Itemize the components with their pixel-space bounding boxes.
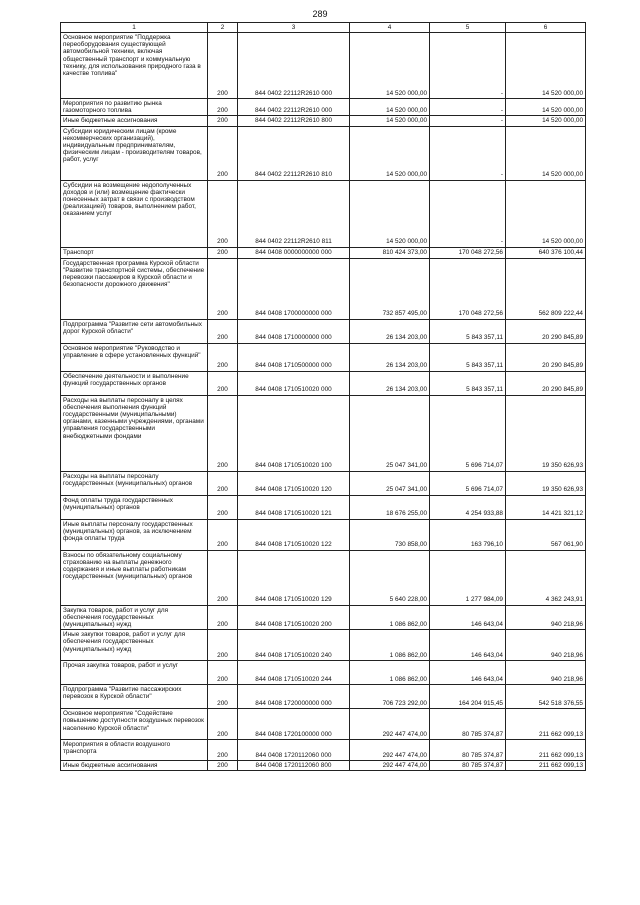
- row-name-cell: Мероприятия по развитию рынка газомоторного топлива: [61, 99, 208, 116]
- row-name-cell: Закупка товаров, работ и услуг для обеспечения государственных (муниципальных) нужд: [61, 605, 208, 630]
- row-column-2-cell: 200: [208, 661, 238, 685]
- row-code-cell: 844 0402 22112R2610 810: [238, 126, 350, 180]
- row-remainder-cell: 562 809 222,44: [506, 258, 586, 319]
- table-row: [61, 550, 586, 605]
- row-executed-cell: 80 785 374,87: [430, 761, 506, 771]
- row-column-2-cell: 200: [208, 258, 238, 319]
- row-remainder-cell: 20 290 845,89: [506, 319, 586, 343]
- row-amount-cell: 25 047 341,00: [350, 471, 430, 495]
- row-executed-cell: 4 254 933,88: [430, 495, 506, 519]
- row-code-cell: 844 0408 1710510020 000: [238, 371, 350, 395]
- column-header: 4: [350, 23, 430, 33]
- table-row: [61, 471, 586, 495]
- row-code-cell: 844 0402 22112R2610 000: [238, 33, 350, 99]
- row-executed-cell: 146 643,04: [430, 630, 506, 661]
- row-column-2-cell: 200: [208, 371, 238, 395]
- row-executed-cell: -: [430, 33, 506, 99]
- row-name-cell: Иные бюджетные ассигнования: [61, 116, 208, 126]
- table-row: [61, 685, 586, 709]
- row-name-cell: Обеспечение деятельности и выполнение функций государственных органов: [61, 371, 208, 395]
- row-column-2-cell: 200: [208, 630, 238, 661]
- row-code-cell: 844 0408 1700000000 000: [238, 258, 350, 319]
- row-executed-cell: 170 048 272,56: [430, 247, 506, 258]
- table-row: [61, 247, 586, 258]
- table-row: [61, 258, 586, 319]
- row-remainder-cell: 211 662 099,13: [506, 709, 586, 740]
- row-code-cell: 844 0408 1710510020 129: [238, 550, 350, 605]
- row-name-cell: Расходы на выплаты персоналу в целях обеспечения выполнения функций государственными (муниципальными) органами, казенными учреждениями, органами управления государственными внебюджетными фондами: [61, 395, 208, 471]
- row-code-cell: 844 0408 1710510020 100: [238, 395, 350, 471]
- row-code-cell: 844 0408 1710510020 200: [238, 605, 350, 630]
- column-header: 1: [61, 23, 208, 33]
- row-column-2-cell: 200: [208, 709, 238, 740]
- row-name-cell: Государственная программа Курской области "Развитие транспортной системы, обеспечение перевозки пассажиров в Курской области и безопасности дорожного движения": [61, 258, 208, 319]
- row-executed-cell: 163 796,10: [430, 519, 506, 550]
- row-name-cell: Мероприятия в области воздушного транспорта: [61, 740, 208, 761]
- row-amount-cell: 730 858,00: [350, 519, 430, 550]
- row-name-cell: Основное мероприятие "Поддержка переоборудования существующей автомобильной техники, включая общественный транспорт и коммунальную технику, для использования природного газа в качестве топлива": [61, 33, 208, 99]
- row-code-cell: 844 0402 22112R2610 800: [238, 116, 350, 126]
- row-name-cell: Подпрограмма "Развитие сети автомобильных дорог Курской области": [61, 319, 208, 343]
- row-executed-cell: -: [430, 180, 506, 247]
- row-remainder-cell: 940 218,96: [506, 605, 586, 630]
- row-remainder-cell: 940 218,96: [506, 630, 586, 661]
- row-remainder-cell: 20 290 845,89: [506, 343, 586, 371]
- row-name-cell: Фонд оплаты труда государственных (муниципальных) органов: [61, 495, 208, 519]
- row-amount-cell: 292 447 474,00: [350, 761, 430, 771]
- row-name-cell: Расходы на выплаты персоналу государственных (муниципальных) органов: [61, 471, 208, 495]
- row-amount-cell: 18 676 255,00: [350, 495, 430, 519]
- row-column-2-cell: 200: [208, 180, 238, 247]
- row-column-2-cell: 200: [208, 761, 238, 771]
- row-column-2-cell: 200: [208, 116, 238, 126]
- row-amount-cell: 292 447 474,00: [350, 709, 430, 740]
- row-column-2-cell: 200: [208, 740, 238, 761]
- row-column-2-cell: 200: [208, 99, 238, 116]
- row-code-cell: 844 0408 1710510020 240: [238, 630, 350, 661]
- row-executed-cell: -: [430, 126, 506, 180]
- row-column-2-cell: 200: [208, 519, 238, 550]
- row-executed-cell: 5 696 714,07: [430, 395, 506, 471]
- row-amount-cell: 14 520 000,00: [350, 126, 430, 180]
- row-executed-cell: 5 843 357,11: [430, 343, 506, 371]
- row-amount-cell: 5 640 228,00: [350, 550, 430, 605]
- row-column-2-cell: 200: [208, 495, 238, 519]
- row-executed-cell: 170 048 272,56: [430, 258, 506, 319]
- row-executed-cell: 5 696 714,07: [430, 471, 506, 495]
- row-executed-cell: 80 785 374,87: [430, 740, 506, 761]
- row-amount-cell: 25 047 341,00: [350, 395, 430, 471]
- row-code-cell: 844 0408 1710510020 121: [238, 495, 350, 519]
- row-code-cell: 844 0402 22112R2610 000: [238, 99, 350, 116]
- table-row: [61, 343, 586, 371]
- row-executed-cell: 164 204 915,45: [430, 685, 506, 709]
- row-remainder-cell: 567 061,90: [506, 519, 586, 550]
- row-remainder-cell: 14 520 000,00: [506, 116, 586, 126]
- row-executed-cell: 5 843 357,11: [430, 371, 506, 395]
- row-name-cell: Иные бюджетные ассигнования: [61, 761, 208, 771]
- page-number: 289: [312, 9, 328, 19]
- table-row: [61, 319, 586, 343]
- row-code-cell: 844 0408 0000000000 000: [238, 247, 350, 258]
- column-header: 2: [208, 23, 238, 33]
- row-amount-cell: 26 134 203,00: [350, 371, 430, 395]
- row-name-cell: Субсидии на возмещение недополученных доходов и (или) возмещение фактически понесенных затрат в связи с производством (реализацией) товаров, выполнением работ, оказанием услуг: [61, 180, 208, 247]
- row-column-2-cell: 200: [208, 685, 238, 709]
- table-row: [61, 395, 586, 471]
- table-row: [61, 709, 586, 740]
- row-amount-cell: 14 520 000,00: [350, 33, 430, 99]
- row-column-2-cell: 200: [208, 247, 238, 258]
- row-executed-cell: 146 643,04: [430, 661, 506, 685]
- row-name-cell: Прочая закупка товаров, работ и услуг: [61, 661, 208, 685]
- row-name-cell: Иные выплаты персоналу государственных (муниципальных) органов, за исключением фонда оплаты труда: [61, 519, 208, 550]
- row-code-cell: 844 0408 1710500000 000: [238, 343, 350, 371]
- row-amount-cell: 1 086 862,00: [350, 630, 430, 661]
- row-amount-cell: 1 086 862,00: [350, 661, 430, 685]
- table-row: [61, 661, 586, 685]
- row-name-cell: Иные закупки товаров, работ и услуг для обеспечения государственных (муниципальных) нужд: [61, 630, 208, 661]
- row-amount-cell: 14 520 000,00: [350, 180, 430, 247]
- row-amount-cell: 706 723 292,00: [350, 685, 430, 709]
- row-remainder-cell: 542 518 376,55: [506, 685, 586, 709]
- row-remainder-cell: 211 662 099,13: [506, 761, 586, 771]
- row-remainder-cell: 940 218,96: [506, 661, 586, 685]
- row-code-cell: 844 0408 1710510020 244: [238, 661, 350, 685]
- row-remainder-cell: 14 520 000,00: [506, 126, 586, 180]
- row-column-2-cell: 200: [208, 126, 238, 180]
- row-remainder-cell: 14 520 000,00: [506, 33, 586, 99]
- row-amount-cell: 810 424 373,00: [350, 247, 430, 258]
- row-executed-cell: 80 785 374,87: [430, 709, 506, 740]
- row-amount-cell: 26 134 203,00: [350, 319, 430, 343]
- table-row: [61, 126, 586, 180]
- column-header: 5: [430, 23, 506, 33]
- row-name-cell: Субсидии юридическим лицам (кроме некоммерческих организаций), индивидуальным предпринимателям, физическим лицам - производителям товаров, работ, услуг: [61, 126, 208, 180]
- column-header: 6: [506, 23, 586, 33]
- row-code-cell: 844 0408 1710000000 000: [238, 319, 350, 343]
- row-code-cell: 844 0408 1720112060 800: [238, 761, 350, 771]
- table-row: [61, 495, 586, 519]
- row-code-cell: 844 0408 1720112060 000: [238, 740, 350, 761]
- table-row: [61, 371, 586, 395]
- row-remainder-cell: 211 662 099,13: [506, 740, 586, 761]
- row-code-cell: 844 0408 1720100000 000: [238, 709, 350, 740]
- row-code-cell: 844 0408 1710510020 120: [238, 471, 350, 495]
- table-row: [61, 519, 586, 550]
- budget-execution-table: [60, 22, 586, 771]
- row-amount-cell: 1 086 862,00: [350, 605, 430, 630]
- row-executed-cell: -: [430, 116, 506, 126]
- row-column-2-cell: 200: [208, 33, 238, 99]
- row-name-cell: Подпрограмма "Развитие пассажирских перевозок в Курской области": [61, 685, 208, 709]
- table-row: [61, 99, 586, 116]
- row-amount-cell: 732 857 495,00: [350, 258, 430, 319]
- row-remainder-cell: 20 290 845,89: [506, 371, 586, 395]
- table-row: [61, 33, 586, 99]
- row-column-2-cell: 200: [208, 395, 238, 471]
- row-amount-cell: 14 520 000,00: [350, 99, 430, 116]
- row-code-cell: 844 0402 22112R2610 811: [238, 180, 350, 247]
- row-remainder-cell: 19 350 626,93: [506, 395, 586, 471]
- table-row: [61, 605, 586, 630]
- column-header: 3: [238, 23, 350, 33]
- table-row: [61, 116, 586, 126]
- row-column-2-cell: 200: [208, 343, 238, 371]
- row-remainder-cell: 14 520 000,00: [506, 99, 586, 116]
- row-code-cell: 844 0408 1710510020 122: [238, 519, 350, 550]
- row-name-cell: Основное мероприятие "Руководство и управление в сфере установленных функций": [61, 343, 208, 371]
- row-executed-cell: -: [430, 99, 506, 116]
- row-remainder-cell: 640 376 100,44: [506, 247, 586, 258]
- row-amount-cell: 26 134 203,00: [350, 343, 430, 371]
- row-amount-cell: 14 520 000,00: [350, 116, 430, 126]
- row-column-2-cell: 200: [208, 605, 238, 630]
- row-name-cell: Основное мероприятие "Содействие повышению доступности воздушных перевозок населению Курской области": [61, 709, 208, 740]
- row-executed-cell: 146 643,04: [430, 605, 506, 630]
- table-header-row: [61, 23, 586, 33]
- row-remainder-cell: 14 520 000,00: [506, 180, 586, 247]
- table-row: [61, 180, 586, 247]
- row-executed-cell: 5 843 357,11: [430, 319, 506, 343]
- row-name-cell: Транспорт: [61, 247, 208, 258]
- row-remainder-cell: 14 421 321,12: [506, 495, 586, 519]
- table-row: [61, 761, 586, 771]
- table-row: [61, 630, 586, 661]
- row-code-cell: 844 0408 1720000000 000: [238, 685, 350, 709]
- table-row: [61, 740, 586, 761]
- row-remainder-cell: 4 362 243,91: [506, 550, 586, 605]
- row-column-2-cell: 200: [208, 550, 238, 605]
- row-name-cell: Взносы по обязательному социальному страхованию на выплаты денежного содержания и иные выплаты работникам государственных (муниципальных) органов: [61, 550, 208, 605]
- row-remainder-cell: 19 350 626,93: [506, 471, 586, 495]
- row-column-2-cell: 200: [208, 471, 238, 495]
- row-column-2-cell: 200: [208, 319, 238, 343]
- row-executed-cell: 1 277 984,09: [430, 550, 506, 605]
- row-amount-cell: 292 447 474,00: [350, 740, 430, 761]
